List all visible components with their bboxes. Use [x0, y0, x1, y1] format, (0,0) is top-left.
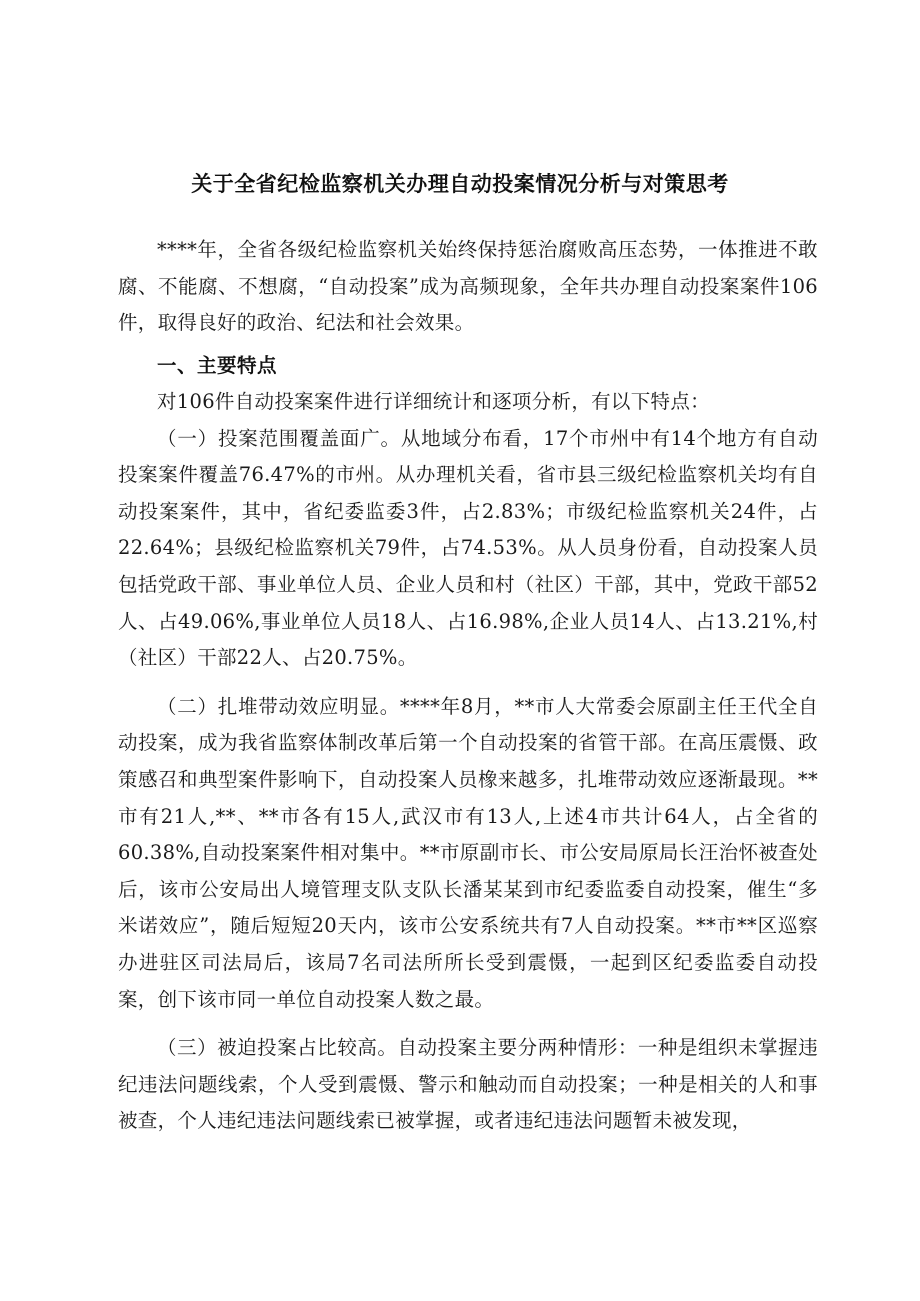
document-title: 关于全省纪检监察机关办理自动投案情况分析与对策思考 [191, 172, 729, 196]
section-lead-paragraph: 对106件自动投案案件进行详细统计和逐项分析，有以下特点： [157, 390, 710, 413]
section-body [118, 384, 818, 1140]
point-3-paragraph: （三）被迫投案占比较高。自动投案主要分两种情形：一种是组织未掌握违纪违法问题线索，个人受到震慑、警示和触动而自动投案；一种是相关的人和事被查，个人违纪违法问题线索已被掌握，或者违纪违法问题暂未被发现， [118, 1036, 818, 1133]
intro-paragraph-block [118, 232, 818, 342]
intro-paragraph: ****年，全省各级纪检监察机关始终保持惩治腐败高压态势，一体推进不敢腐、不能腐、不想腐，“自动投案”成为高频现象，全年共办理自动投案案件106件，取得良好的政治、纪法和社会效果。 [118, 238, 818, 335]
point-1-paragraph: （一）投案范围覆盖面广。从地域分布看，17个市州中有14个地方有自动投案案件覆盖76.47%的市州。从办理机关看，省市县三级纪检监察机关均有自动投案案件，其中，省纪委监委3件，占2.83%；市级纪检监察机关24件，占22.64%；县级纪检监察机关79件，占74.53%。从人员身份看，自动投案人员包括党政干部、事业单位人员、企业人员和村（社区）干部，其中，党政干部52人、占49.06%,事业单位人员18人、占16.98%,企业人员14人、占13.21%,村（社区）干部22人、占20.75%。 [118, 426, 818, 670]
point-2-paragraph: （二）扎堆带动效应明显。****年8月，**市人大常委会原副主任王代全自动投案，成为我省监察体制改革后第一个自动投案的省管干部。在高压震慑、政策感召和典型案件影响下，自动投案人员橡来越多，扎堆带动效应逐渐最现。**市有21人,**、**市各有15人,武汉市有13人,上述4市共计64人，占全省的60.38%,自动投案案件相对集中。**市原副市长、市公安局原局长汪治怀被查处后，该市公安局出人境管理支队支队长潘某某到市纪委监委自动投案，催生“多米诺效应”，随后短短20天内，该市公安系统共有7人自动投案。**市**区巡察办进驻区司法局后，该局7名司法所所长受到震慑，一起到区纪委监委自动投案，创下该市同一单位自动投案人数之最。 [118, 694, 818, 1011]
section-heading: 一、主要特点 [157, 354, 278, 377]
